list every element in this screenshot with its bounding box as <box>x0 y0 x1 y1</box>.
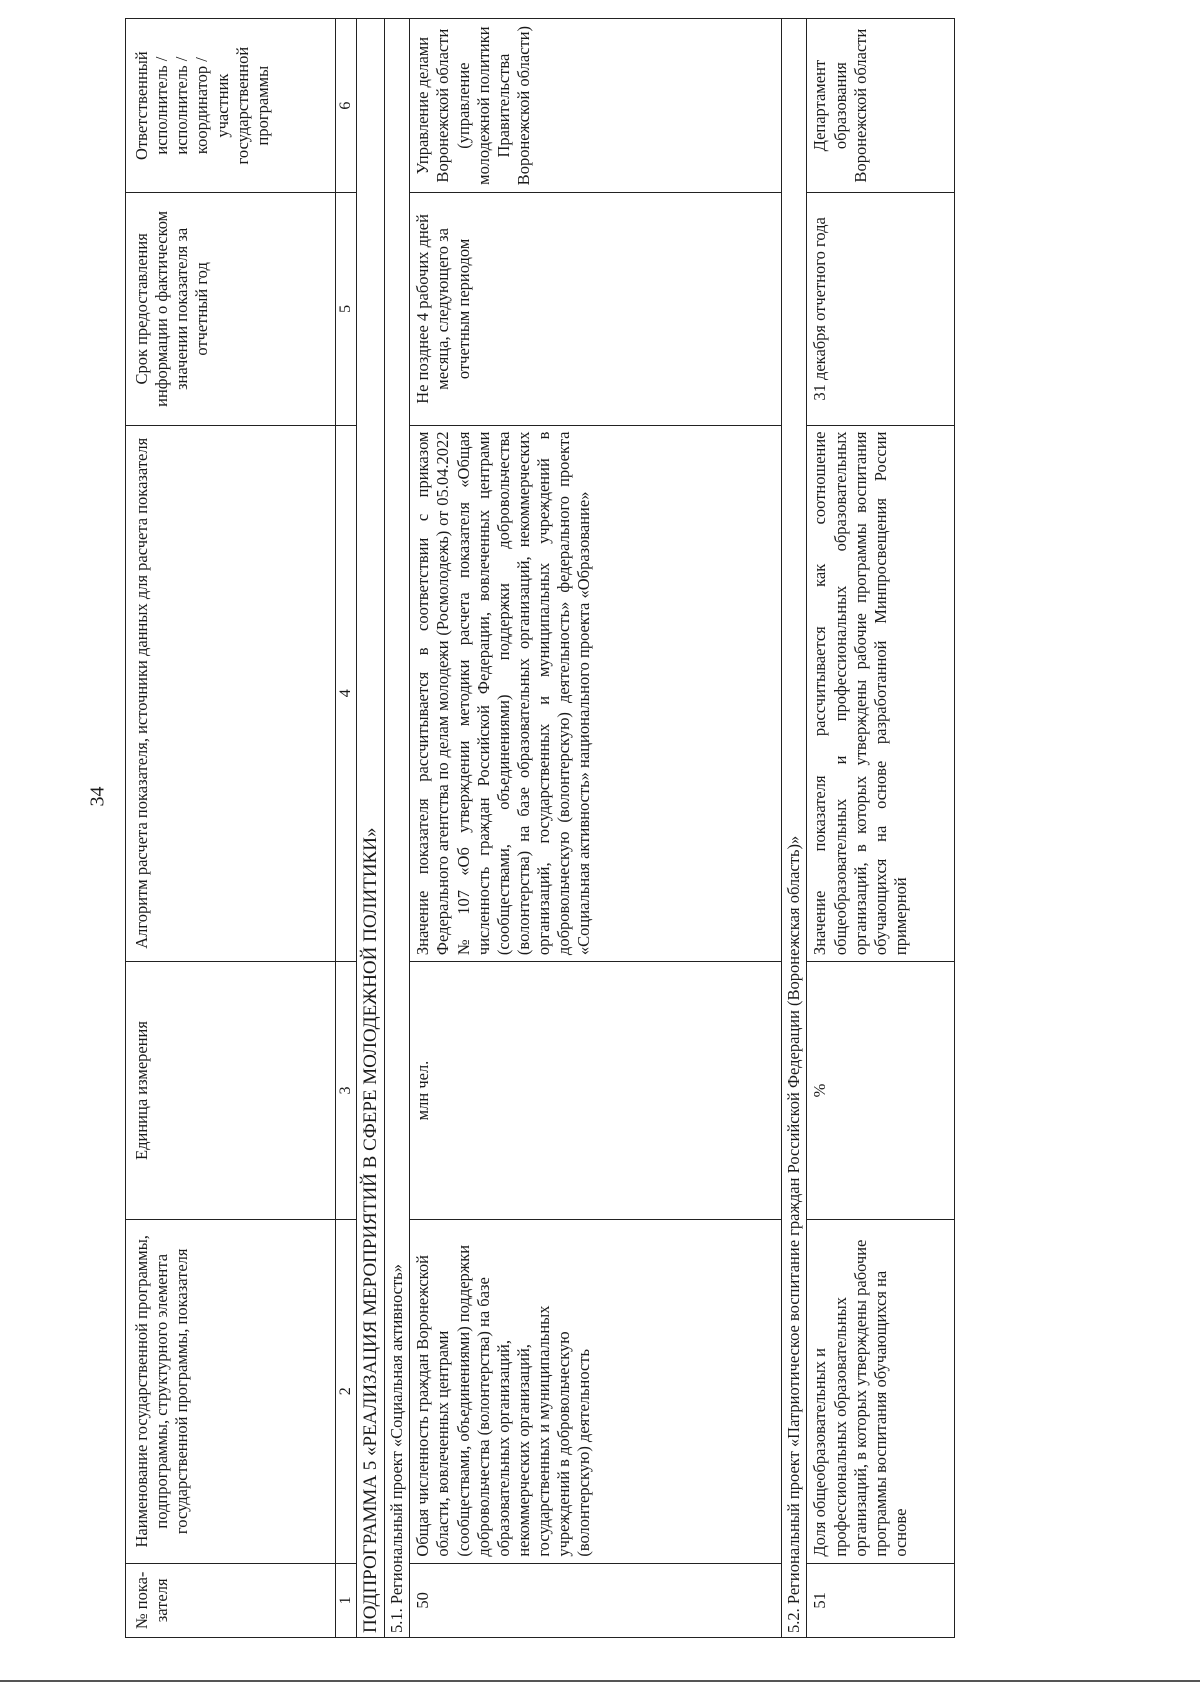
indicator-unit: % <box>807 962 955 1220</box>
indicator-algorithm: Значение показателя рассчитывается в соответствии с приказом Федерального агентства по делам молодежи (Росмолодежь) от 05.04.2022 № 107 «Об утверждении методики расчета показателя «Общая численность граждан Российской Федерации, вовлеченных центрами (сообществами, объединениями) поддержки добровольчества (волонтерства) на базе образовательных организаций, некоммерческих организаций, государственных и муниципальных учреждений в добровольческую (волонтерскую) деятельность» федерального проекта «Социальная активность» национального проекта «Образование» <box>410 425 782 962</box>
indicator-number: 51 <box>807 1563 955 1637</box>
indicator-number: 50 <box>410 1563 782 1637</box>
indicator-deadline: 31 декабря отчетного года <box>807 193 955 425</box>
column-number: 2 <box>336 1219 357 1563</box>
header-row <box>126 19 336 1638</box>
subprogram-title: ПОДПРОГРАММА 5 «РЕАЛИЗАЦИЯ МЕРОПРИЯТИЙ В СФЕРЕ МОЛОДЕЖНОЙ ПОЛИТИКИ» <box>357 19 385 1638</box>
project-title: 5.2. Региональный проект «Патриотическое воспитание граждан Российской Федерации (Воронежская область)» <box>782 19 807 1638</box>
rotated-table-page <box>125 18 955 1638</box>
header-num: № пока-зателя <box>126 1563 336 1637</box>
project-title: 5.1. Региональный проект «Социальная активность» <box>385 19 410 1638</box>
table-row <box>410 19 782 1638</box>
header-deadline: Срок предоставления информации о фактическом значении показателя за отчетный год <box>126 193 336 425</box>
scan-edge-line <box>0 1680 1200 1682</box>
header-responsible: Ответственный исполнитель / исполнитель / координатор / участник государственной программы <box>126 19 336 193</box>
indicator-name: Доля общеобразовательных и профессиональных образовательных организаций, в которых утверждены рабочие программы воспитания обучающихся на основе <box>807 1219 955 1563</box>
header-unit: Единица измерения <box>126 962 336 1220</box>
indicator-responsible: Департамент образования Воронежской области <box>807 19 955 193</box>
indicator-algorithm: Значение показателя рассчитывается как соотношение общеобразовательных и профессиональных образовательных организаций, в которых утверждены рабочие программы воспитания обучающихся на основе разработанной Минпросвещения России примерной <box>807 425 955 962</box>
header-algorithm: Алгоритм расчета показателя, источники данных для расчета показателя <box>126 425 336 962</box>
column-number: 6 <box>336 19 357 193</box>
project-row <box>782 19 807 1638</box>
project-row <box>385 19 410 1638</box>
indicator-deadline: Не позднее 4 рабочих дней месяца, следующего за отчетным периодом <box>410 193 782 425</box>
column-number: 4 <box>336 425 357 962</box>
column-numbers-row <box>336 19 357 1638</box>
indicator-unit: млн чел. <box>410 962 782 1220</box>
table-row <box>807 19 955 1638</box>
indicator-name: Общая численность граждан Воронежской области, вовлеченных центрами (сообществами, объединениями) поддержки добровольчества (волонтерства) на базе образовательных организаций, некоммерческих организаций, государственных и муниципальных учреждений в добровольческую (волонтерскую) деятельность <box>410 1219 782 1563</box>
indicator-responsible: Управление делами Воронежской области (управление молодежной политики Правительства Воронежской области) <box>410 19 782 193</box>
page-number: 34 <box>86 786 109 807</box>
column-number: 5 <box>336 193 357 425</box>
header-name: Наименование государственной программы, подпрограммы, структурного элемента государственной программы, показателя <box>126 1219 336 1563</box>
subprogram-row <box>357 19 385 1638</box>
column-number: 1 <box>336 1563 357 1637</box>
indicators-table <box>125 18 955 1638</box>
column-number: 3 <box>336 962 357 1220</box>
